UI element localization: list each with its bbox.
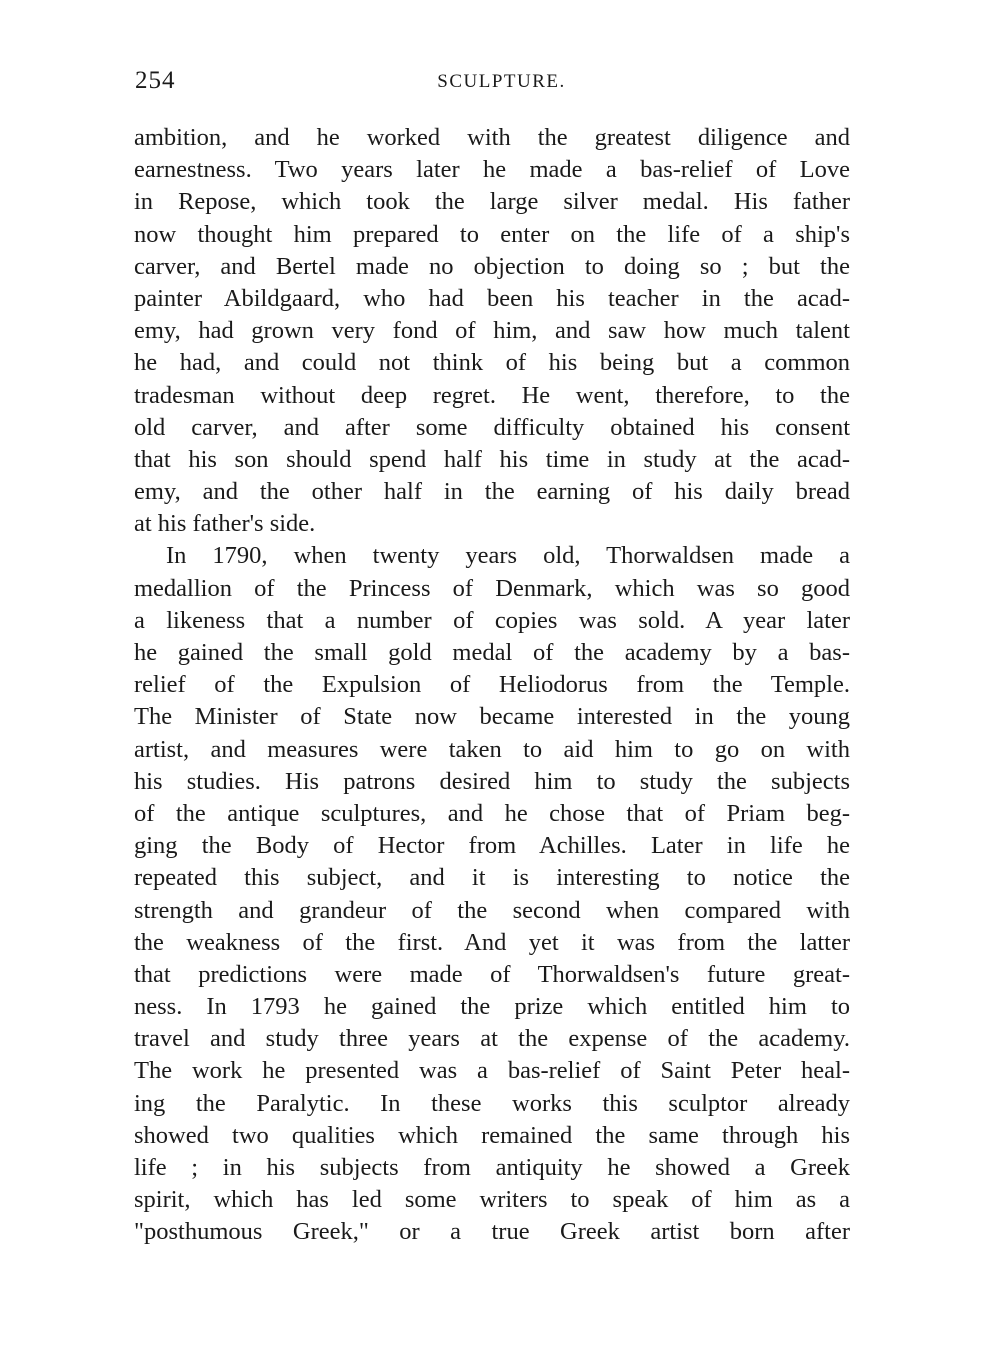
text-line: spirit, which has led some writers to speak of him as a (134, 1186, 850, 1214)
text-line: The work he presented was a bas-relief of Saint Peter heal- (134, 1057, 850, 1085)
text-line: ambition, and he worked with the greatest diligence and (134, 124, 850, 151)
body-text (134, 122, 850, 1249)
text-line: showed two qualities which remained the same through his (134, 1121, 850, 1149)
running-head (135, 66, 850, 96)
text-line: in Repose, which took the large silver medal. His father (134, 188, 850, 216)
paragraph-2 (134, 540, 850, 1248)
text-line: tradesman without deep regret. He went, therefore, to the (134, 381, 850, 409)
text-line: ging the Body of Hector from Achilles. Later in life he (134, 832, 850, 860)
page-number: 254 (135, 67, 176, 94)
text-line: of the antique sculptures, and he chose that of Priam beg- (134, 799, 850, 827)
text-line: emy, and the other half in the earning of his daily bread (134, 478, 850, 506)
text-line: ness. In 1793 he gained the prize which entitled him to (134, 993, 850, 1021)
paragraph-1 (134, 122, 850, 540)
text-line: carver, and Bertel made no objection to doing so ; but the (134, 252, 850, 280)
text-line: artist, and measures were taken to aid him to go on with (134, 735, 850, 763)
text-line: that his son should spend half his time in study at the acad- (134, 445, 850, 473)
text-line: relief of the Expulsion of Heliodorus from the Temple. (134, 671, 850, 699)
text-line: he had, and could not think of his being but a common (134, 349, 850, 377)
text-line: he gained the small gold medal of the academy by a bas- (134, 639, 850, 666)
text-line: painter Abildgaard, who had been his teacher in the acad- (134, 284, 850, 312)
text-line: ing the Paralytic. In these works this sculptor already (134, 1089, 850, 1117)
text-line: medallion of the Princess of Denmark, which was so good (134, 574, 850, 602)
running-title: SCULPTURE. (437, 71, 566, 92)
text-line: In 1790, when twenty years old, Thorwaldsen made a (166, 542, 850, 570)
text-line: earnestness. Two years later he made a bas-relief of Love (134, 156, 850, 184)
text-line: "posthumous Greek," or a true Greek artist born after (134, 1218, 850, 1246)
text-line: strength and grandeur of the second when compared with (134, 896, 850, 924)
text-line: the weakness of the first. And yet it was from the latter (134, 928, 850, 956)
text-line: emy, had grown very fond of him, and saw how much talent (134, 317, 850, 345)
text-line: at his father's side. (134, 510, 316, 538)
text-line: life ; in his subjects from antiquity he showed a Greek (134, 1154, 850, 1181)
text-line: a likeness that a number of copies was sold. A year later (134, 606, 850, 634)
text-line: old carver, and after some difficulty obtained his consent (134, 413, 850, 441)
text-line: now thought him prepared to enter on the life of a ship's (134, 220, 850, 248)
text-line: that predictions were made of Thorwaldsen's future great- (134, 960, 850, 988)
text-line: The Minister of State now became interested in the young (134, 703, 850, 731)
text-line: travel and study three years at the expense of the academy. (134, 1025, 850, 1053)
text-line: repeated this subject, and it is interesting to notice the (134, 864, 850, 892)
text-line: his studies. His patrons desired him to study the subjects (134, 767, 850, 795)
